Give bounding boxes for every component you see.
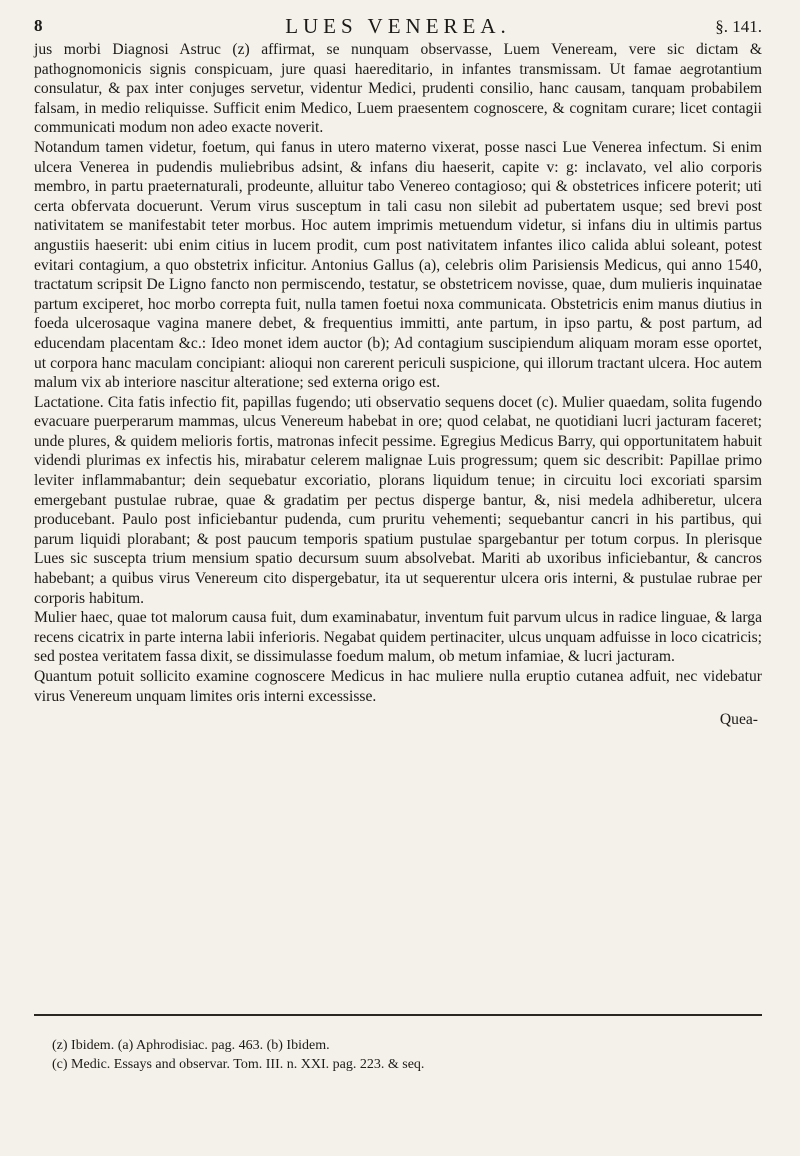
- footnote-line-1: (z) Ibidem. (a) Aphrodisiac. pag. 463. (b) Ibidem.: [52, 1038, 330, 1053]
- paragraph-4: Mulier haec, quae tot malorum causa fuit, dum examinabatur, inventum fuit parvum ulcus in radice linguae, & larga recens cicatrix in parte interna labii inferioris. Negabat quidem pertinaciter, ulcus unquam adfuisse in loco cicatricis; sed postea veritatem fassa dixit, se dissimulasse foedum malum, ob metum infamiae, & lucri jacturam.: [34, 609, 762, 666]
- main-text: [34, 40, 762, 730]
- paragraph-1: jus morbi Diagnosi Astruc (z) affirmat, se nunquam observasse, Luem Veneream, vere sic dictam & pathognomonicis signis conspicuam, jure quasi haereditario, in infantes transmissam. Ut famae aegrotantium consulatur, & pax inter conjuges servetur, videntur Medici, prudenti consilio, hanc causam, tanquam probabilem falsam, in medio reliquisse. Sufficit enim Medico, Luem praesentem cognoscere, & cognitam curare; licet contagii communicati modum non adeo exacte noverit.: [34, 41, 762, 137]
- section-number: §. 141.: [715, 17, 762, 36]
- paragraph-2: Notandum tamen videtur, foetum, qui fanus in utero materno vixerat, posse nasci Lue Venerea infectum. Si enim ulcera Venerea in pudendis muliebribus adsint, & infans diu haeserit, capite v: g: inclavato, vel alio corporis membro, in partu praeternaturali, prodeunte, alluitur tabo Venereo contagioso; qui & obstetrices inficere poterit; uti certa obfervata docuerunt. Verum virus susceptum in tali casu non silebit ad pubertatem usque; sed brevi post nativitatem se manifestabit teter morbus. Hoc autem imprimis metuendum videtur, si infans diu in ultimis partus angustiis haeserit: ubi enim citius in lucem prodit, cum post nativitatem infantes ilico calida ablui soleant, potest evitari contagium, a quo obstetrix inficitur. Antonius Gallus (a), celebris olim Parisiensis Medicus, qui anno 1540, tractatum scripsit De Ligno fancto non permiscendo, testatur, se obstetricem novisse, quae, dum mulieris inquinatae partum exciperet, hoc morbo correpta fuit, nulla tamen foetui noxa communicata. Obstetricis enim manus diutius in foeda ulcerosaque vagina manere debet, & frequentius immitti, ante partum, in ipso partu, & post partum, ad educendam placentam &c.: Ideo monet idem auctor (b); Ad contagium suscipiendum aliquam moram esse oportet, ut corpora hanc maculam concipiant: alioqui non carerent periculi suspicione, qui illorum tractant ulcera. Hoc autem malum vix ab interiore nascitur alteratione; sed externa origo est.: [34, 138, 762, 392]
- page-number: 8: [34, 16, 43, 35]
- footnotes: [52, 1036, 762, 1074]
- paragraph-3: Lactatione. Cita fatis infectio fit, papillas fugendo; uti observatio sequens docet (c). Mulier quaedam, solita fugendo evacuare puerperarum mammas, ulcus Venereum habebat in ore; quod celabat, ne quotidiani lucri jacturam faceret; unde plures, & quidem melioris fortis, matronas infecit pessime. Egregius Medicus Barry, qui opportunitatem habuit videndi plurimas ex infectis his, mirabatur celerem malignae Luis progressum; quem sic describit: Papillae primo leviter inflammabantur; dein sequebatur excoriatio, plorans liquidum tenue; in circuitu loci excoriati sparsim emergebant pustulae rubrae, quae & gradatim per pectus disperge bantur, &, nisi medela adhiberetur, ulcera producebant. Paulo post inficiebantur pudenda, cum pruritu vehementi; sequebantur cancri in his partibus, qui parum liquidi plorabant; & post paucum temporis spatium pustulae spargebantur per totum corpus. In plerisque Lues sic susceptа trium mensium spatio decursum suum absolvebat. Mariti ab uxoribus inficiebantur, & cancros habebant; a quibus virus Venereum cito dispergebatur, ita ut sequerentur ulcera oris interni, & pustulae rubrae per corporis habitum.: [34, 393, 762, 607]
- paragraph-5: Quantum potuit sollicito examine cognoscere Medicus in hac muliere nulla eruptio cutanea adfuit, nec videbatur virus Venereum unquam limites oris interni excessisse.: [34, 668, 762, 705]
- catchword: Quea-: [719, 711, 758, 729]
- running-title: LUES VENEREA.: [285, 14, 511, 38]
- running-header: [34, 14, 762, 38]
- footnote-line-2: (c) Medic. Essays and observar. Tom. III. n. XXI. pag. 223. & seq.: [52, 1057, 425, 1072]
- footnote-rule: [34, 1014, 762, 1016]
